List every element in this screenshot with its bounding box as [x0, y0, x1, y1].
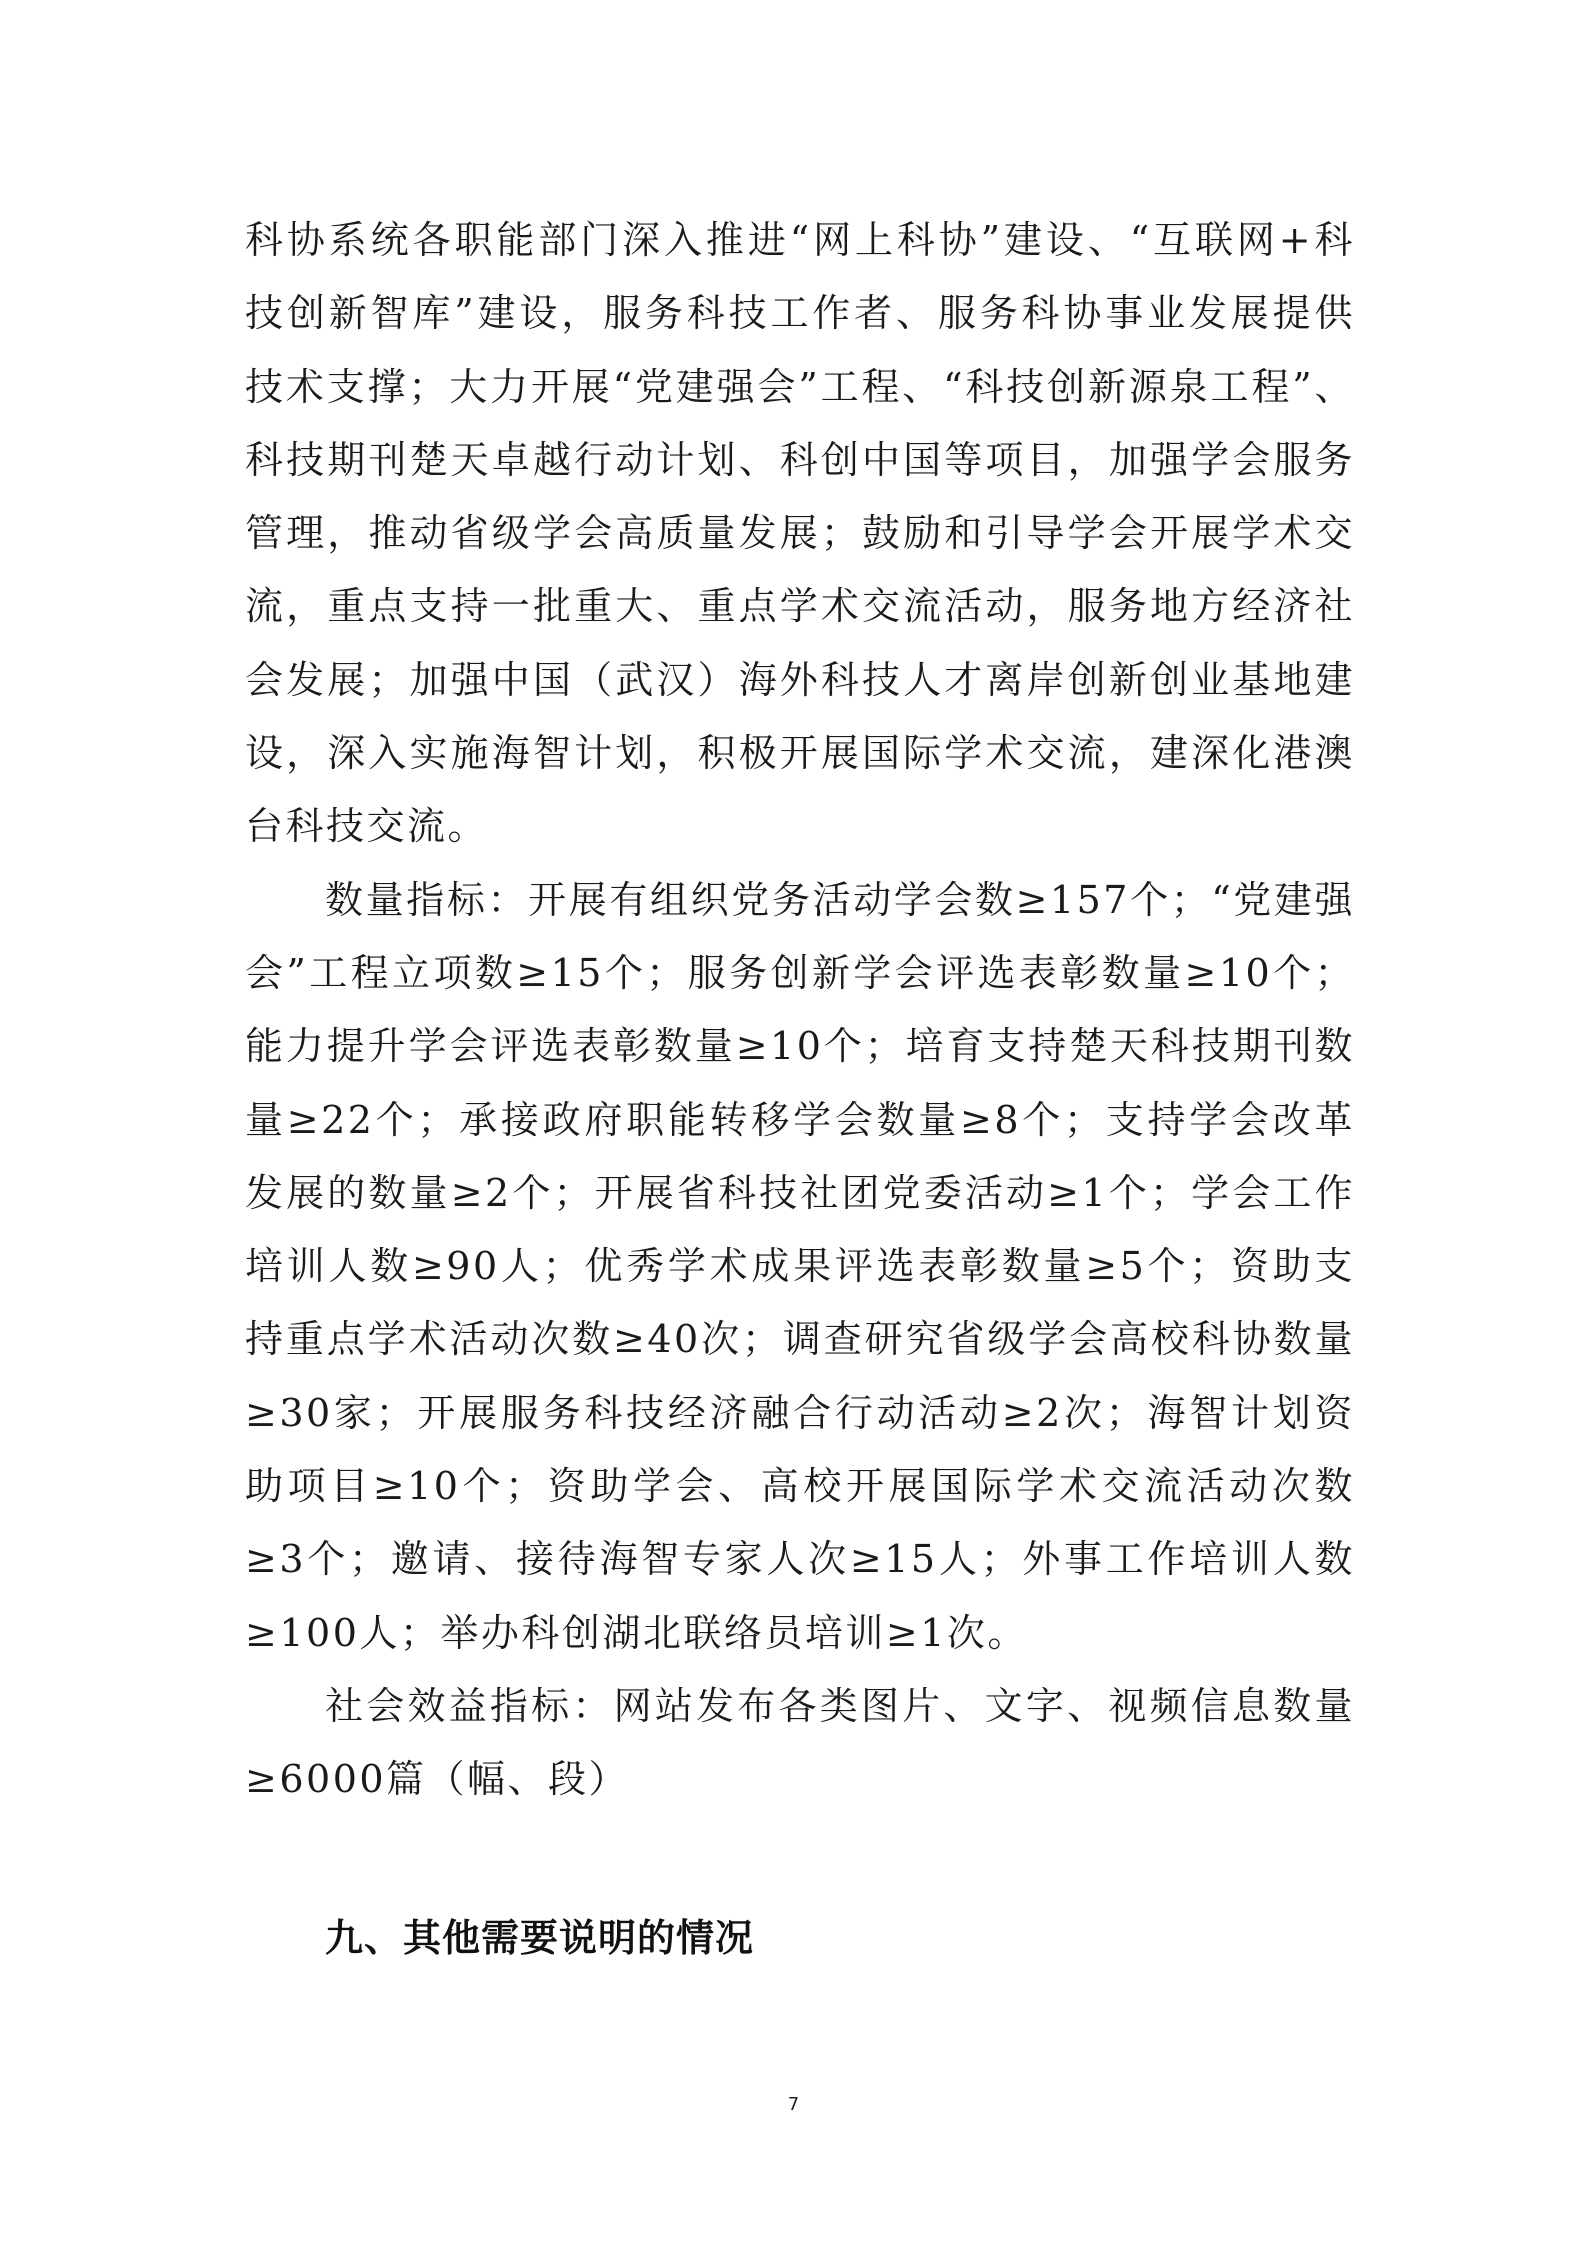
paragraph-continuation: 科协系统各职能部门深入推进“网上科协”建设、“互联网+科技创新智库”建设，服务科技工作者、服务科协事业发展提供技术支撑；大力开展“党建强会”工程、“科技创新源泉工程”、科技期刊楚天卓越行动计划、科创中国等项目，加强学会服务管理，推动省级学会高质量发展；鼓励和引导学会开展学术交流，重点支持一批重大、重点学术交流活动，服务地方经济社会发展；加强中国（武汉）海外科技人才离岸创新创业基地建设，深入实施海智计划，积极开展国际学术交流，建深化港澳台科技交流。 [245, 218, 1355, 849]
paragraph-quantity-indicators: 数量指标：开展有组织党务活动学会数≥157个；“党建强会”工程立项数≥15个；服务创新学会评选表彰数量≥10个；能力提升学会评选表彰数量≥10个；培育支持楚天科技期刊数量≥22个；承接政府职能转移学会数量≥8个；支持学会改革发展的数量≥2个；开展省科技社团党委活动≥1个；学会工作培训人数≥90人；优秀学术成果评选表彰数量≥5个；资助支持重点学术活动次数≥40次；调查研究省级学会高校科协数量≥30家；开展服务科技经济融合行动活动≥2次；海智计划资助项目≥10个；资助学会、高校开展国际学术交流活动次数≥3个；邀请、接待海智专家人次≥15人；外事工作培训人数≥100人；举办科创湖北联络员培训≥1次。 [245, 877, 1355, 1655]
paragraph-social-benefit-indicators: 社会效益指标：网站发布各类图片、文字、视频信息数量≥6000篇（幅、段） [245, 1683, 1355, 1802]
section-heading: 九、其他需要说明的情况 [325, 1916, 755, 1960]
body-text [245, 204, 1355, 1817]
page-number: 7 [787, 2094, 800, 2115]
